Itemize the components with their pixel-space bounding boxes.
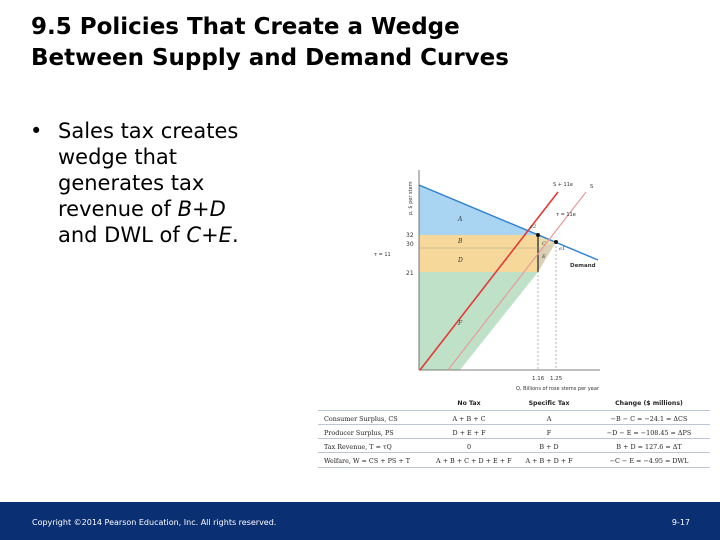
table-cell: B + D = 127.6 = ΔT bbox=[616, 443, 682, 451]
curve-label-s-plus-tau: S + 11e bbox=[553, 182, 573, 188]
table-header: Specific Tax bbox=[528, 400, 570, 407]
table-header: Change ($ millions) bbox=[615, 400, 683, 407]
bullet-text-run: revenue of bbox=[58, 197, 178, 221]
region-label-e: E bbox=[542, 254, 546, 260]
table-row bbox=[318, 424, 710, 439]
y-axis-label: p, $ per stem bbox=[408, 181, 414, 215]
table-row bbox=[318, 438, 710, 453]
table-header: No Tax bbox=[457, 400, 481, 407]
bullet-emphasis: B+D bbox=[177, 197, 226, 221]
table-cell: A + B + D + F bbox=[525, 457, 573, 465]
table-cell: Tax Revenue, T = τQ bbox=[324, 443, 392, 451]
curve-label-demand: Demand bbox=[570, 263, 596, 269]
region-label-d: D bbox=[458, 257, 463, 264]
table-cell: Welfare, W = CS + PS + T bbox=[324, 457, 410, 465]
bullet-line bbox=[58, 196, 328, 222]
price-tick: 30 bbox=[406, 241, 414, 248]
table-cell: Consumer Surplus, CS bbox=[324, 415, 398, 423]
point-label-e2: e2 bbox=[530, 224, 537, 230]
table-row bbox=[318, 410, 710, 425]
curve-label-s: S bbox=[590, 184, 594, 190]
tax-wedge-diagram bbox=[360, 160, 610, 405]
title-line-1: 9.5 Policies That Create a Wedge bbox=[31, 14, 460, 40]
bullet-marker: • bbox=[30, 119, 43, 143]
bullet-text-run: . bbox=[231, 223, 239, 247]
bullet-line: wedge that bbox=[58, 145, 177, 169]
table-row bbox=[318, 452, 710, 468]
equilibrium-point-e2 bbox=[536, 233, 540, 237]
price-tick: 21 bbox=[406, 270, 414, 277]
region-label-f: F bbox=[458, 320, 463, 327]
page-number: 9-17 bbox=[671, 518, 690, 527]
curve-label-tau: τ = 11e bbox=[556, 212, 576, 218]
slide-title bbox=[31, 12, 691, 74]
table-cell: −B − C = −24.1 = ΔCS bbox=[610, 415, 688, 423]
table-cell: A bbox=[546, 415, 552, 423]
table-cell: −C − E = −4.95 = DWL bbox=[609, 457, 689, 465]
region-label-c: C bbox=[542, 241, 546, 247]
region-f bbox=[419, 272, 538, 370]
region-label-b: B bbox=[458, 238, 463, 245]
point-label-e1: e1 bbox=[559, 246, 566, 252]
table-cell: B + D bbox=[539, 443, 559, 451]
bullet-line: Sales tax creates bbox=[58, 119, 239, 143]
title-line-2: Between Supply and Demand Curves bbox=[31, 45, 509, 71]
qty-tick: 1.25 bbox=[550, 376, 563, 382]
bullet-line bbox=[58, 222, 328, 248]
table-cell: −D − E = −108.45 = ΔPS bbox=[606, 429, 692, 437]
tau-label: τ = 11 bbox=[374, 252, 391, 258]
bullet-line: generates tax bbox=[58, 171, 205, 195]
table-cell: D + E + F bbox=[452, 429, 486, 437]
region-label-a: A bbox=[458, 216, 463, 223]
bullet-text bbox=[58, 118, 328, 248]
bullet-text-run: and DWL of bbox=[58, 223, 187, 247]
welfare-table bbox=[318, 398, 710, 470]
table-cell: A + B + C + D + E + F bbox=[436, 457, 512, 465]
qty-tick: 1.16 bbox=[532, 376, 545, 382]
table-cell: A + B + C bbox=[452, 415, 486, 423]
x-axis-label: Q, Billions of rose stems per year bbox=[516, 386, 599, 392]
copyright-text: Copyright ©2014 Pearson Education, Inc. All rights reserved. bbox=[32, 518, 277, 527]
footer-bar bbox=[0, 502, 720, 540]
bullet-emphasis: C+E bbox=[186, 223, 232, 247]
table-cell: Producer Surplus, PS bbox=[324, 429, 394, 437]
table-cell: 0 bbox=[466, 443, 472, 451]
price-tick: 32 bbox=[406, 232, 414, 239]
table-cell: F bbox=[546, 429, 552, 437]
equilibrium-point-e1 bbox=[554, 240, 558, 244]
